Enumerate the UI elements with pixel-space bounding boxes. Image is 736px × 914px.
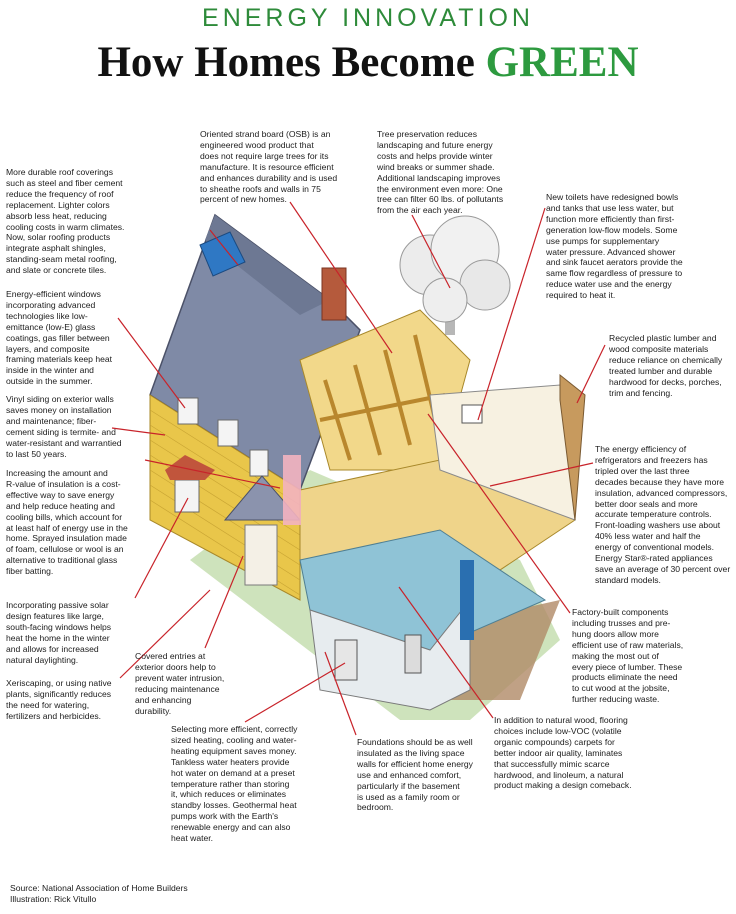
source-credit: Source: National Association of Home Builders [10, 883, 188, 893]
note-windows: Energy-efficient windows incorporating advanced technologies like low- emittance (low-E) glass coatings, gas filler between layers, and composite framing materials keep heat inside in the winter and outside in the summer. [6, 289, 113, 387]
title-accent: GREEN [485, 39, 639, 86]
illustration-credit: Illustration: Rick Vitullo [10, 893, 97, 904]
note-osb: Oriented strand board (OSB) is an engineered wood product that does not require large trees for its manufacture. It is resource efficient and enhances durability and is used to sheathe roofs and walls in 75 percent of new homes. [200, 129, 338, 205]
note-covered-entries: Covered entries at exterior doors help to prevent water intrusion, reducing maintenance and enhancing durability. [135, 651, 225, 716]
toilet [462, 405, 482, 423]
note-toilets: New toilets have redesigned bowls and tanks that use less water, but function more efficiently than first- generation low-flow models. Some use pumps for supplementary water pressure. Advanced shower and sink faucet aerators provide the same flow regardless of pressure to reduce water use and the energy required to heat it. [546, 192, 683, 301]
foundation-insulation [460, 560, 474, 640]
note-siding: Vinyl siding on exterior walls saves money on installation and maintenance; fiber- cement siding is termite- and water-resistant and warrantied to last 50 years. [6, 394, 122, 459]
kicker: ENERGY INNOVATION [202, 4, 534, 32]
note-hvac: Selecting more efficient, correctly sized heating, cooling and water- heating equipment saves money. Tankless water heaters provide hot water on demand at a preset temperature rather than storing it, which reduces or eliminates standby losses. Geothermal heat pumps work with the Earth's renewable energy and can also heat water. [171, 724, 298, 844]
credits [10, 883, 188, 904]
note-appliances: The energy efficiency of refrigerators and freezers has tripled over the last three decades because they have more insulation, advanced compressors, better door seals and more accurate temperature controls. Front-loading washers use about 40% less water and half the energy of conventional models. Energy Star®-rated appliances save an average of 30 percent over standard models. [595, 444, 731, 585]
note-tree-preservation: Tree preservation reduces landscaping and future energy costs and helps provide winter wind breaks or summer shade. Additional landscaping improves the environment even more: One tree can filter 60 lbs. of pollutants from the air each year. [377, 129, 504, 216]
note-recycled-lumber: Recycled plastic lumber and wood composite materials reduce reliance on chemically treated lumber and durable hardwood for decks, porches, trim and fencing. [609, 333, 723, 398]
note-factory-built: Factory-built components including trusses and pre- hung doors allow more efficient use of raw materials, making the most out of every piece of lumber. These products eliminate the need to cut wood at the jobsite, further reducing waste. [572, 607, 684, 705]
chimney [322, 268, 346, 320]
wall-insulation [283, 455, 301, 525]
water-heater [405, 635, 421, 673]
note-xeriscaping: Xeriscaping, or using native plants, significantly reduces the need for watering, fertilizers and herbicides. [6, 678, 112, 721]
note-insulation: Increasing the amount and R-value of insulation is a cost- effective way to save energy and help reduce heating and cooling bills, which account for at least half of energy use in the home. Sprayed insulation made of foam, cellulose or wool is an alternative to traditional glass fiber batting. [6, 468, 128, 577]
note-passive-solar: Incorporating passive solar design features like large, south-facing windows helps heat the home in the winter and allows for increased natural daylighting. [6, 600, 112, 665]
note-foundations: Foundations should be as well insulated as the living space walls for efficient home energy use and enhanced comfort, particularly if the basement is used as a family room or bedroom. [357, 737, 473, 813]
note-roof-coverings: More durable roof coverings such as steel and fiber cement reduce the frequency of roof replacement. Lighter colors absorb less heat, reducing cooling costs in warm climates. Now, solar roofing products integrate asphalt shingles, standing-seam metal roofing, and slate or concrete tiles. [6, 167, 125, 276]
note-flooring: In addition to natural wood, flooring choices include low-VOC (volatile organic compounds) carpets for better indoor air quality, laminates that successfully mimic scarce hardwood, and linoleum, a natural product making a design comeback. [494, 715, 632, 791]
furnace [335, 640, 357, 680]
entry-door [245, 525, 277, 585]
title-main: How Homes Become [97, 39, 486, 86]
